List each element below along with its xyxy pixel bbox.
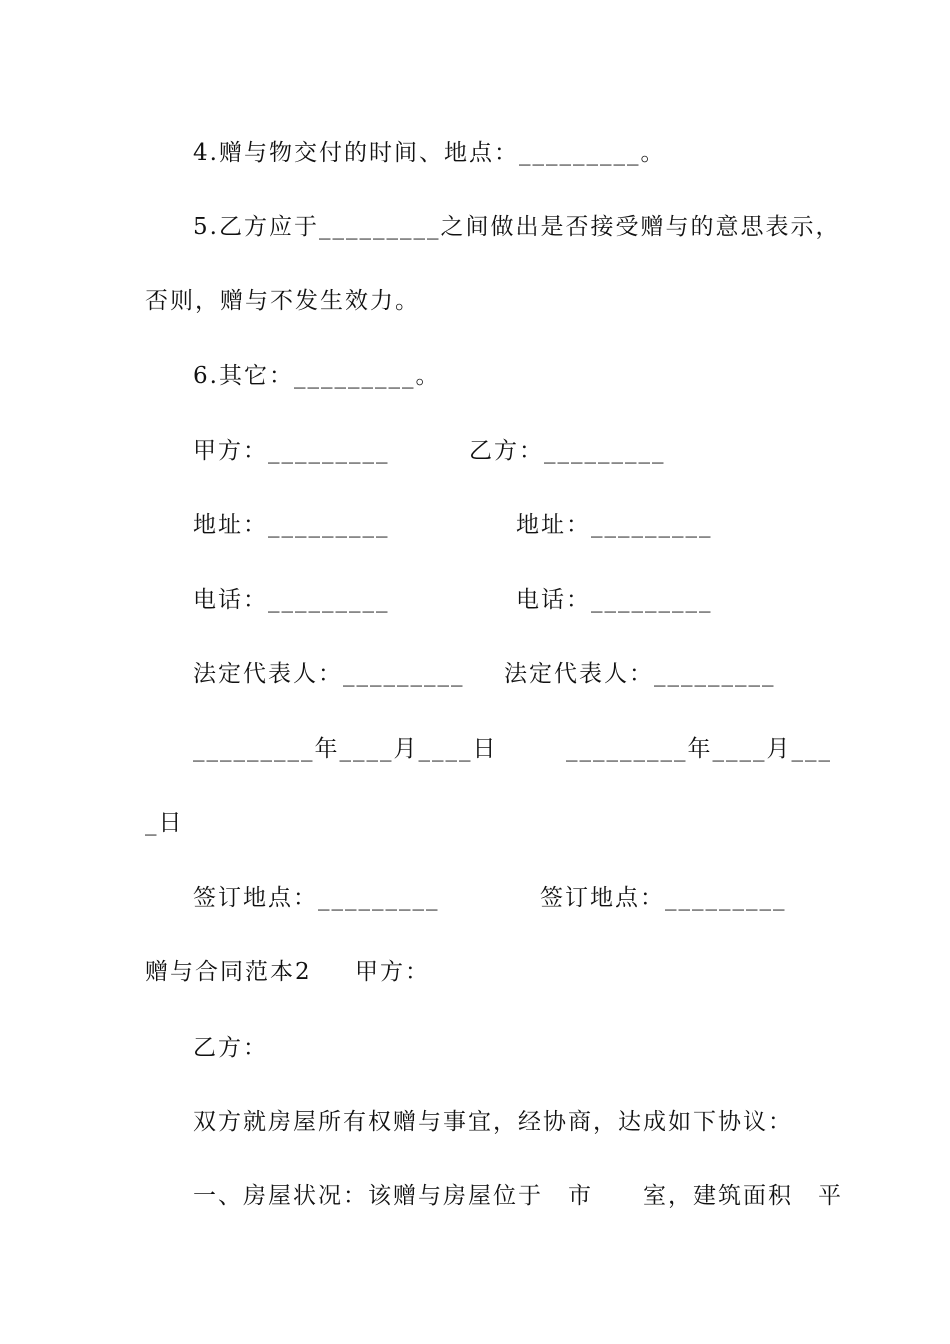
clause-item-6: 6.其它：_________。: [193, 363, 441, 389]
sample-2-title: 赠与合同范本2: [145, 959, 312, 985]
address-a-field: 地址：_________: [193, 512, 390, 538]
phone-a-field: 电话：_________: [193, 587, 390, 613]
party-b-field: 乙方：_________: [469, 438, 666, 464]
date-b-field: _________年____月___: [566, 736, 832, 762]
signing-place-b-field: 签订地点：_________: [540, 885, 787, 911]
sample-2-party-b: 乙方：: [193, 1035, 268, 1061]
sample-2-party-a: 甲方：: [355, 959, 430, 985]
representative-b-field: 法定代表人：_________: [504, 661, 776, 687]
date-b-field-cont: _日: [145, 810, 184, 836]
phone-b-field: 电话：_________: [516, 587, 713, 613]
clause-house-status: 一、房屋状况：该赠与房屋位于 市 室，建筑面积 平: [193, 1183, 843, 1209]
clause-item-4: 4.赠与物交付的时间、地点：_________。: [193, 140, 666, 166]
agreement-intro: 双方就房屋所有权赠与事宜，经协商，达成如下协议：: [193, 1109, 793, 1135]
signing-place-a-field: 签订地点：_________: [193, 885, 440, 911]
party-a-field: 甲方：_________: [193, 438, 390, 464]
clause-item-5-line1: 5.乙方应于_________之间做出是否接受赠与的意思表示，: [193, 214, 841, 240]
clause-item-5-line2: 否则，赠与不发生效力。: [145, 288, 420, 314]
date-a-field: _________年____月____日: [193, 736, 498, 762]
address-b-field: 地址：_________: [516, 512, 713, 538]
representative-a-field: 法定代表人：_________: [193, 661, 465, 687]
